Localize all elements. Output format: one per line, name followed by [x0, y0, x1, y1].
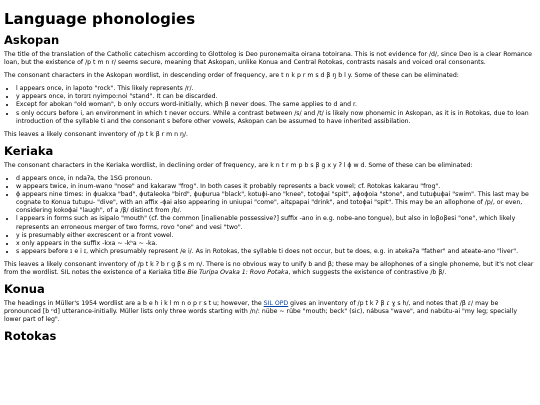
askopan-paragraph-2: The consonant characters in the Askopan wordlist, in descending order of frequency, are t n k p r m s d β ŋ b l y. Some of these can be eliminated:	[4, 72, 459, 80]
list-item: • y is presumably either excrescent or a front vowel.	[16, 232, 534, 240]
section-heading-konua: Konua	[4, 282, 45, 297]
list-item: • l appears in forms such as isipalo "mouth" (cf. the common [inalienable possessive?] suffix -ano in e.g. nobe-ano tongue), but also in loβoβesi "one", which likely represents an erroneous merger of two forms, rovo "one" and vesi "two".	[16, 215, 534, 231]
keriaka-paragraph-2	[4, 261, 534, 277]
list-item: • s appears before ɪ e i ɪ, which presumably represent /e i/. As in Rotokas, the syllable ti does not occur, but te does, e.g. in atekaʔa "father" and ateate-ano "liver".	[16, 248, 534, 256]
list-item: • y appears once, in torɪrɪ nyimpo:noi "stand". It can be discarded.	[16, 93, 534, 101]
keriaka-p2-text-a: This leaves a likely consonant inventory of /p t k ʔ b r g β s m n/. There is no obvious way to unify b and β; these may be allophones of a single phoneme, but it's not clear from the wordlist. SIL notes the existence of a Keriaka title	[4, 260, 534, 276]
askopan-paragraph-1: The title of the translation of the Catholic catechism according to Glottolog is Deo puronemaita oirana totoirana. This is not evidence for /d/, since Deo is a clear Romance loan, but the existence of /p t m n r/ seems secure, meaning that Askopan, unlike Konua and Central Rotokas, contrasts nasals and voiced oral consonants.	[4, 51, 532, 67]
keriaka-p2-text-b: , which suggests the existence of contrastive /b β/.	[288, 268, 447, 276]
section-heading-rotokas: Rotokas	[4, 329, 57, 344]
section-heading-askopan: Askopan	[4, 33, 60, 47]
konua-paragraph-1	[4, 300, 534, 324]
keriaka-paragraph-1: The consonant characters in the Keriaka wordlist, in declining order of frequency, are k n t r m p b s β g x y ʔ l ɸ w d. Some of these can be eliminated:	[4, 161, 473, 169]
keriaka-list	[4, 175, 534, 256]
list-item: • d appears once, in ndaʔa, the 1SG pronoun.	[16, 175, 534, 183]
konua-p1-text-b: gives an inventory of /p t k ʔ β ɾ ɣ s h/, and notes that /β ɾ/ may be pronounced [b ⁿd] utterance-initially. Müller lists only three words starting with /n/: nübe ~ rübe "mouth; beck" (sic), nábusa "wave", and nabútu-ai "my leg; specially lower part of leg".	[4, 300, 518, 324]
konua-p1-text-a: The headings in Müller's 1954 wordlist are a b e h i k l m n o p r s t u; however, the	[4, 300, 264, 308]
list-item: • x only appears in the suffix -kxa ~ -kʰa ~ -ka.	[16, 240, 534, 248]
sil-opd-link[interactable]: SIL OPD	[263, 300, 289, 308]
page-title: Language phonologies	[4, 10, 196, 28]
list-item: • ɸ appears nine times: in ɸuakxa "bad", ɸutaleoka "bird", ɸuɸurua "black", kotuɸi-ano "knee", totoɸai "spit", aɸoɸoia "stone", and tutuɸuɸai "swim". This last may be cognate to Konua tutupu- "dive", with an affix -ɸai also appearing in uniupai "come", aitɕpapai "drink", and totoɸai "spit". This may be an allophone of /p/, or even, considering kokoɸai "laugh", of a /β/ distinct from /b/.	[16, 191, 534, 215]
askopan-paragraph-3: This leaves a likely consonant inventory of /p t k β r m n ŋ/.	[4, 130, 188, 138]
list-item: • w appears twice, in inum-wano "nose" and kakaraw "frog". In both cases it probably represents a back vowel; cf. Rotokas kakarau "frog".	[16, 183, 534, 191]
list-item: • s only occurs before i, an environment in which t never occurs. While a contrast between /s/ and /t/ is likely now phonemic in Askopan, as it is in Rotokas, due to loan introduction of the syllable ti and the consonant s before other vowels, Askopan can be assumed to have inherited assibilation.	[16, 110, 534, 126]
keriaka-title-italic: Bie Turipa Ovaka 1: Rovo Potaka	[187, 268, 289, 276]
list-item: • l appears once, in lapoto "rock". This likely represents /r/.	[16, 85, 534, 93]
askopan-list	[4, 85, 534, 125]
section-heading-keriaka: Keriaka	[4, 143, 54, 158]
list-item: • Except for abokan "old woman", b only occurs word-initially, which β never does. The same applies to d and r.	[16, 101, 534, 109]
